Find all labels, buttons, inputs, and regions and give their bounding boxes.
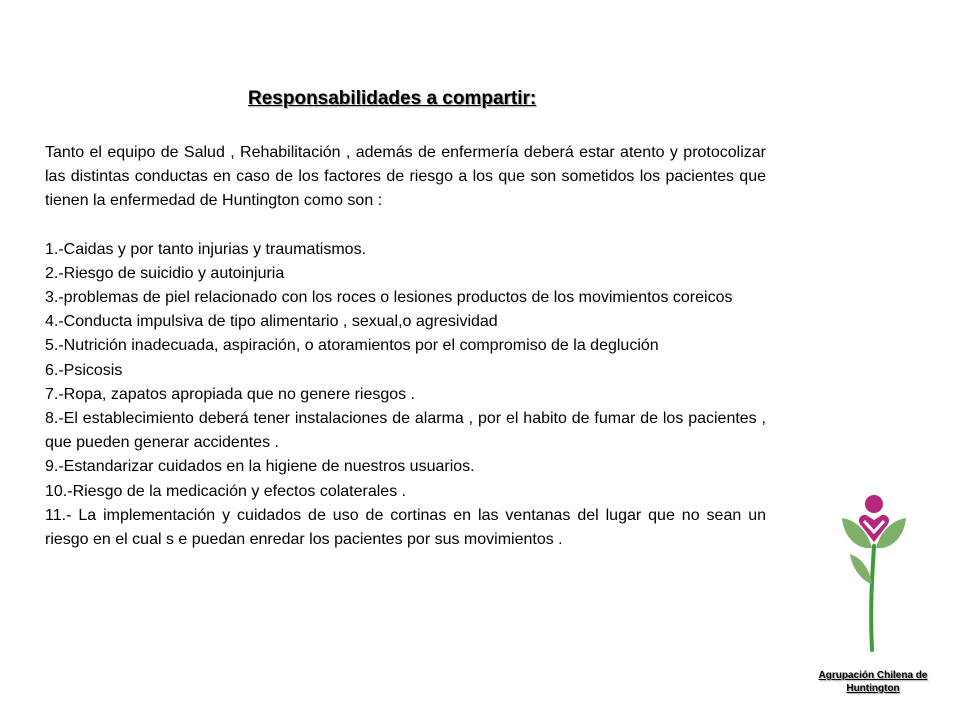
page-title: Responsabilidades a compartir:: [248, 88, 537, 109]
logo-caption: Agrupación Chilena de Huntington: [818, 670, 928, 694]
organization-logo-icon: [838, 488, 908, 653]
risk-list: [45, 238, 766, 553]
list-item: 8.-El establecimiento deberá tener instalaciones de alarma , por el habito de fumar de los pacientes , que pueden generar accidentes .: [45, 410, 766, 452]
list-item: 4.-Conducta impulsiva de tipo alimentario , sexual,o agresividad: [45, 313, 498, 331]
list-item: 10.-Riesgo de la medicación y efectos colaterales .: [45, 482, 407, 500]
list-item: 2.-Riesgo de suicidio y autoinjuria: [45, 264, 285, 282]
list-item: 3.-problemas de piel relacionado con los roces o lesiones productos de los movimientos coreicos: [45, 289, 733, 307]
intro-paragraph: Tanto el equipo de Salud , Rehabilitación , además de enfermería deberá estar atento y protocolizar las distintas conductas en caso de los factores de riesgo a los que son sometidos los pacientes que tienen la enfermedad de Huntington como son :: [45, 144, 766, 210]
list-item: 9.-Estandarizar cuidados en la higiene de nuestros usuarios.: [45, 458, 475, 476]
list-item: 7.-Ropa, zapatos apropiada que no genere riesgos .: [45, 385, 416, 403]
logo-head: [865, 495, 883, 513]
list-item: 1.-Caidas y por tanto injurias y traumatismos.: [45, 240, 367, 258]
logo-stem: [871, 546, 874, 650]
list-item: 11.- La implementación y cuidados de uso de cortinas en las ventanas del lugar que no sean un riesgo en el cual s e puedan enredar los pacientes por sus movimientos .: [45, 506, 766, 549]
list-item: 6.-Psicosis: [45, 361, 123, 379]
list-item: 5.-Nutrición inadecuada, aspiración, o atoramientos por el compromiso de la deglución: [45, 337, 659, 355]
content-body: [45, 141, 766, 552]
logo-leaf-lower: [850, 554, 872, 584]
